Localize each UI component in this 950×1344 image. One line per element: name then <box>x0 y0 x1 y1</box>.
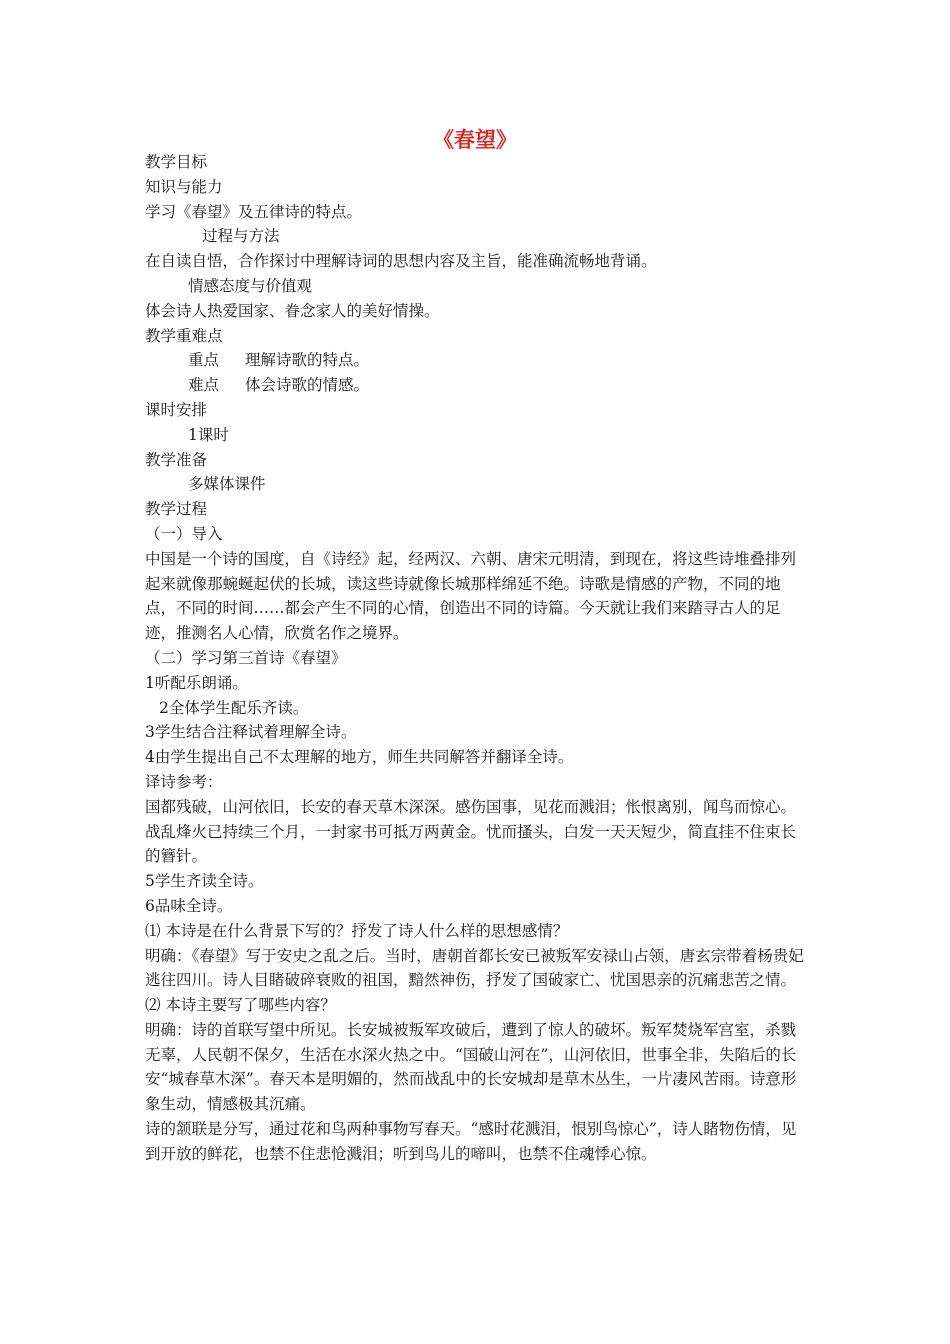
heading-schedule: 课时安排 <box>145 400 208 419</box>
text-line: 学习《春望》及五律诗的特点。 <box>145 202 363 221</box>
key-point-text: 理解诗歌的特点。 <box>245 351 370 370</box>
subheading-emotion: 情感态度与价值观 <box>188 276 313 295</box>
document-body <box>145 150 805 1167</box>
answer-paragraph: 明确：诗的首联写望中所见。长安城被叛军攻破后，遭到了惊人的破坏。叛军焚烧军宫室，杀戮无辜，人民朝不保夕，生活在水深火热之中。“国破山河在”，山河依旧，世事全非，失陷后的长安“城春草木深”。春天本是明媚的，然而战乱中的长安城却是草木丛生，一片凄风苦雨。诗意形象生动，情感极其沉痛。 <box>145 1020 797 1114</box>
heading-process: 教学过程 <box>145 500 208 519</box>
step-item: 4由学生提出自己不太理解的地方，师生共同解答并翻译全诗。 <box>145 748 574 767</box>
answer-paragraph: 明确：《春望》写于安史之乱之后。当时，唐朝首都长安已被叛军安禄山占领，唐玄宗带着杨贵妃逃往四川。诗人目睹破碎衰败的祖国，黯然神伤，抒发了国破家亡、忧国思亲的沉痛悲苦之情。 <box>145 946 804 990</box>
analysis-paragraph: 诗的颔联是分写，通过花和鸟两种事物写春天。“感时花溅泪，恨别鸟惊心”，诗人睹物伤情，见到开放的鲜花，也禁不住悲怆溅泪；听到鸟儿的啼叫，也禁不住魂悸心惊。 <box>145 1120 797 1163</box>
text-line: 体会诗人热爱国家、眷念家人的美好情操。 <box>145 301 440 320</box>
question-item: ⑴ 本诗是在什么背景下写的？抒发了诗人什么样的思想感情？ <box>145 921 569 940</box>
key-point-label: 重点 <box>188 351 220 370</box>
document-title: 《春望》 <box>433 127 517 152</box>
section-study-heading: （二）学习第三首诗《春望》 <box>145 648 347 667</box>
key-point-row <box>145 348 805 373</box>
translation-heading: 译诗参考： <box>145 772 223 791</box>
heading-teaching-goals: 教学目标 <box>145 153 208 171</box>
text-line: 在自读自悟，合作探讨中理解诗词的思想内容及主旨，能准确流畅地背诵。 <box>145 252 657 271</box>
preparation-value: 多媒体课件 <box>188 475 266 494</box>
subheading-process: 过程与方法 <box>202 227 280 246</box>
step-item: 5学生齐读全诗。 <box>145 872 264 891</box>
difficult-point-label: 难点 <box>188 376 220 395</box>
step-item: 2全体学生配乐齐读。 <box>159 698 309 717</box>
step-item: 3学生结合注释试着理解全诗。 <box>145 723 357 742</box>
subheading-knowledge: 知识与能力 <box>145 177 223 196</box>
difficult-point-text: 体会诗歌的情感。 <box>245 376 370 395</box>
step-item: 1听配乐朗诵。 <box>145 673 248 692</box>
translation-paragraph: 国都残破，山河依旧，长安的春天草木深深。感伤国事，见花而溅泪；怅恨离别，闻鸟而惊心。战乱烽火已持续三个月，一封家书可抵万两黄金。忧而搔头，白发一天天短少，简直挂不住束长的簪针。 <box>145 797 797 866</box>
difficult-point-row <box>145 373 805 398</box>
question-item: ⑵ 本诗主要写了哪些内容？ <box>145 996 336 1015</box>
schedule-value: 1课时 <box>188 425 229 444</box>
heading-key-points: 教学重难点 <box>145 326 223 345</box>
intro-paragraph: 中国是一个诗的国度，自《诗经》起，经两汉、六朝、唐宋元明清，到现在，将这些诗堆叠排列起来就像那蜿蜒起伏的长城，读这些诗就像长城那样绵延不绝。诗歌是情感的产物，不同的地点，不同的时间……都会产生不同的心情，创造出不同的诗篇。今天就让我们来踏寻古人的足迹，推测名人心情，欣赏名作之境界。 <box>145 549 797 643</box>
section-intro-heading: （一）导入 <box>145 524 223 543</box>
step-item: 6品味全诗。 <box>145 896 233 915</box>
heading-preparation: 教学准备 <box>145 450 208 469</box>
